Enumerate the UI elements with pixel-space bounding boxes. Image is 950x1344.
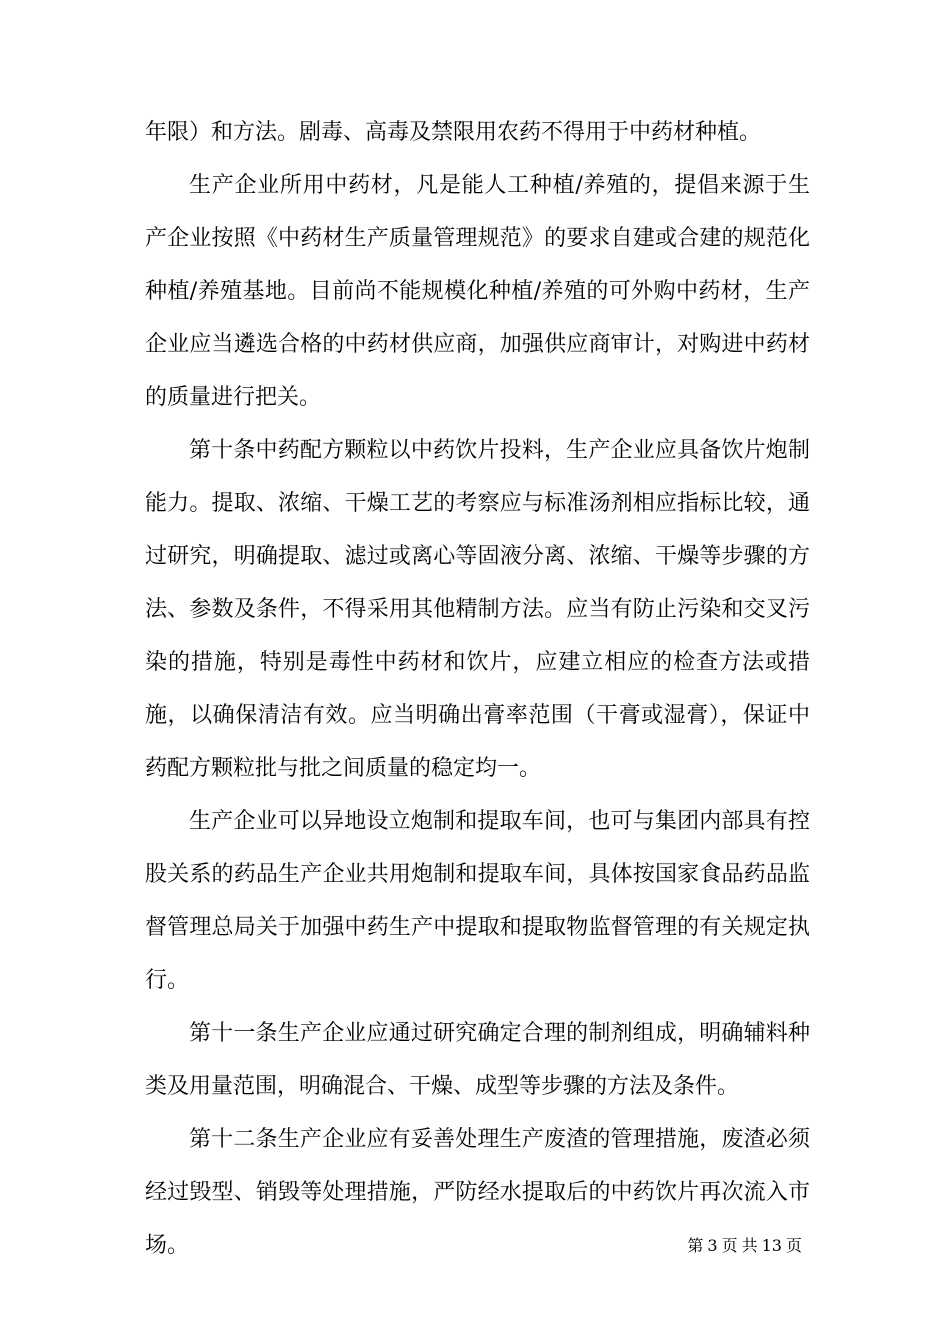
document-body <box>145 106 810 1272</box>
paragraph-2: 生产企业所用中药材，凡是能人工种植/养殖的，提倡来源于生产企业按照《中药材生产质量管理规范》的要求自建或合建的规范化种植/养殖基地。目前尚不能规模化种植/养殖的可外购中药材，生产企业应当遴选合格的中药材供应商，加强供应商审计，对购进中药材的质量进行把关。 <box>145 173 810 410</box>
paragraph-6: 第十二条生产企业应有妥善处理生产废渣的管理措施，废渣必须经过毁型、销毁等处理措施，严防经水提取后的中药饮片再次流入市场。 <box>145 1127 810 1258</box>
footer-page-unit: 页 <box>721 1236 738 1255</box>
footer-page-number: 3 <box>707 1236 718 1255</box>
footer-total-prefix: 共 <box>741 1236 758 1255</box>
paragraph-5: 第十一条生产企业应通过研究确定合理的制剂组成，明确辅料种类及用量范围，明确混合、干燥、成型等步骤的方法及条件。 <box>145 1021 810 1099</box>
footer-total-pages: 13 <box>761 1236 782 1255</box>
paragraph-1: 年限）和方法。剧毒、高毒及禁限用农药不得用于中药材种植。 <box>145 120 762 145</box>
paragraph-3: 第十条中药配方颗粒以中药饮片投料，生产企业应具备饮片炮制能力。提取、浓缩、干燥工艺的考察应与标准汤剂相应指标比较，通过研究，明确提取、滤过或离心等固液分离、浓缩、干燥等步骤的方法、参数及条件，不得采用其他精制方法。应当有防止污染和交叉污染的措施，特别是毒性中药材和饮片，应建立相应的检查方法或措施，以确保清洁有效。应当明确出膏率范围（干膏或湿膏），保证中药配方颗粒批与批之间质量的稳定均一。 <box>145 438 810 781</box>
paragraph-4: 生产企业可以异地设立炮制和提取车间，也可与集团内部具有控股关系的药品生产企业共用炮制和提取车间，具体按国家食品药品监督管理总局关于加强中药生产中提取和提取物监督管理的有关规定执行。 <box>145 809 810 993</box>
footer-prefix: 第 <box>687 1236 704 1255</box>
footer-total-unit: 页 <box>785 1236 802 1255</box>
page-footer <box>685 1236 804 1256</box>
